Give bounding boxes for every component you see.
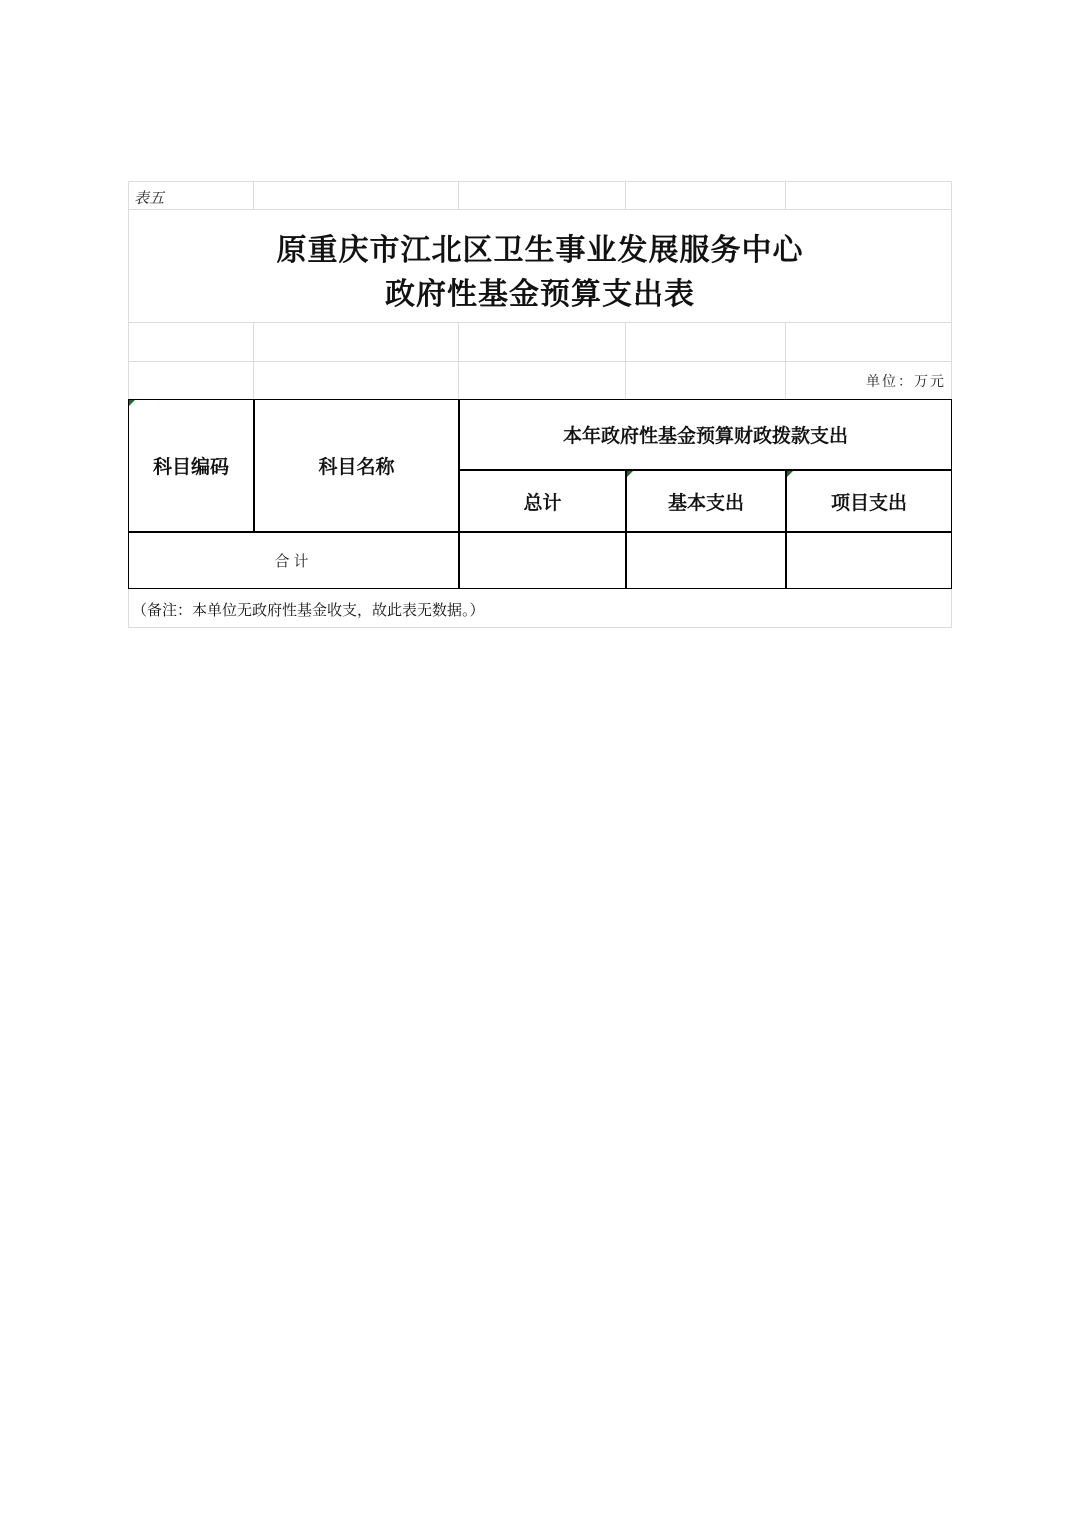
grid-line (253, 322, 254, 399)
grid-line (785, 181, 786, 209)
table-number-label: 表五 (134, 189, 165, 207)
grid-line (458, 322, 459, 399)
grid-line (128, 181, 952, 182)
grid-line (785, 322, 786, 399)
page-title-line2: 政府性基金预算支出表 (385, 277, 695, 312)
header-subject-name: 科目名称 (318, 456, 395, 478)
header-project-expenditure: 项目支出 (830, 491, 907, 514)
header-basic-expenditure: 基本支出 (667, 491, 744, 514)
grid-line (128, 322, 952, 323)
grid-line (128, 627, 952, 628)
grid-line (128, 209, 952, 210)
header-subject-code: 科目编码 (152, 456, 229, 478)
grid-line (625, 322, 626, 399)
grid-line (625, 181, 626, 209)
spreadsheet-page (128, 181, 952, 628)
grid-line (253, 181, 254, 209)
budget-table (128, 399, 952, 589)
header-total: 总计 (523, 491, 562, 514)
page-title-line1: 原重庆市江北区卫生事业发展服务中心 (276, 233, 804, 268)
header-fund-expenditure: 本年政府性基金预算财政拨款支出 (562, 425, 848, 447)
unit-label: 单位：万元 (866, 374, 946, 390)
footnote: （备注：本单位无政府性基金收支，故此表无数据。） (132, 601, 485, 619)
grid-line (128, 361, 952, 362)
grid-line (458, 181, 459, 209)
total-row-label: 合计 (274, 552, 313, 570)
